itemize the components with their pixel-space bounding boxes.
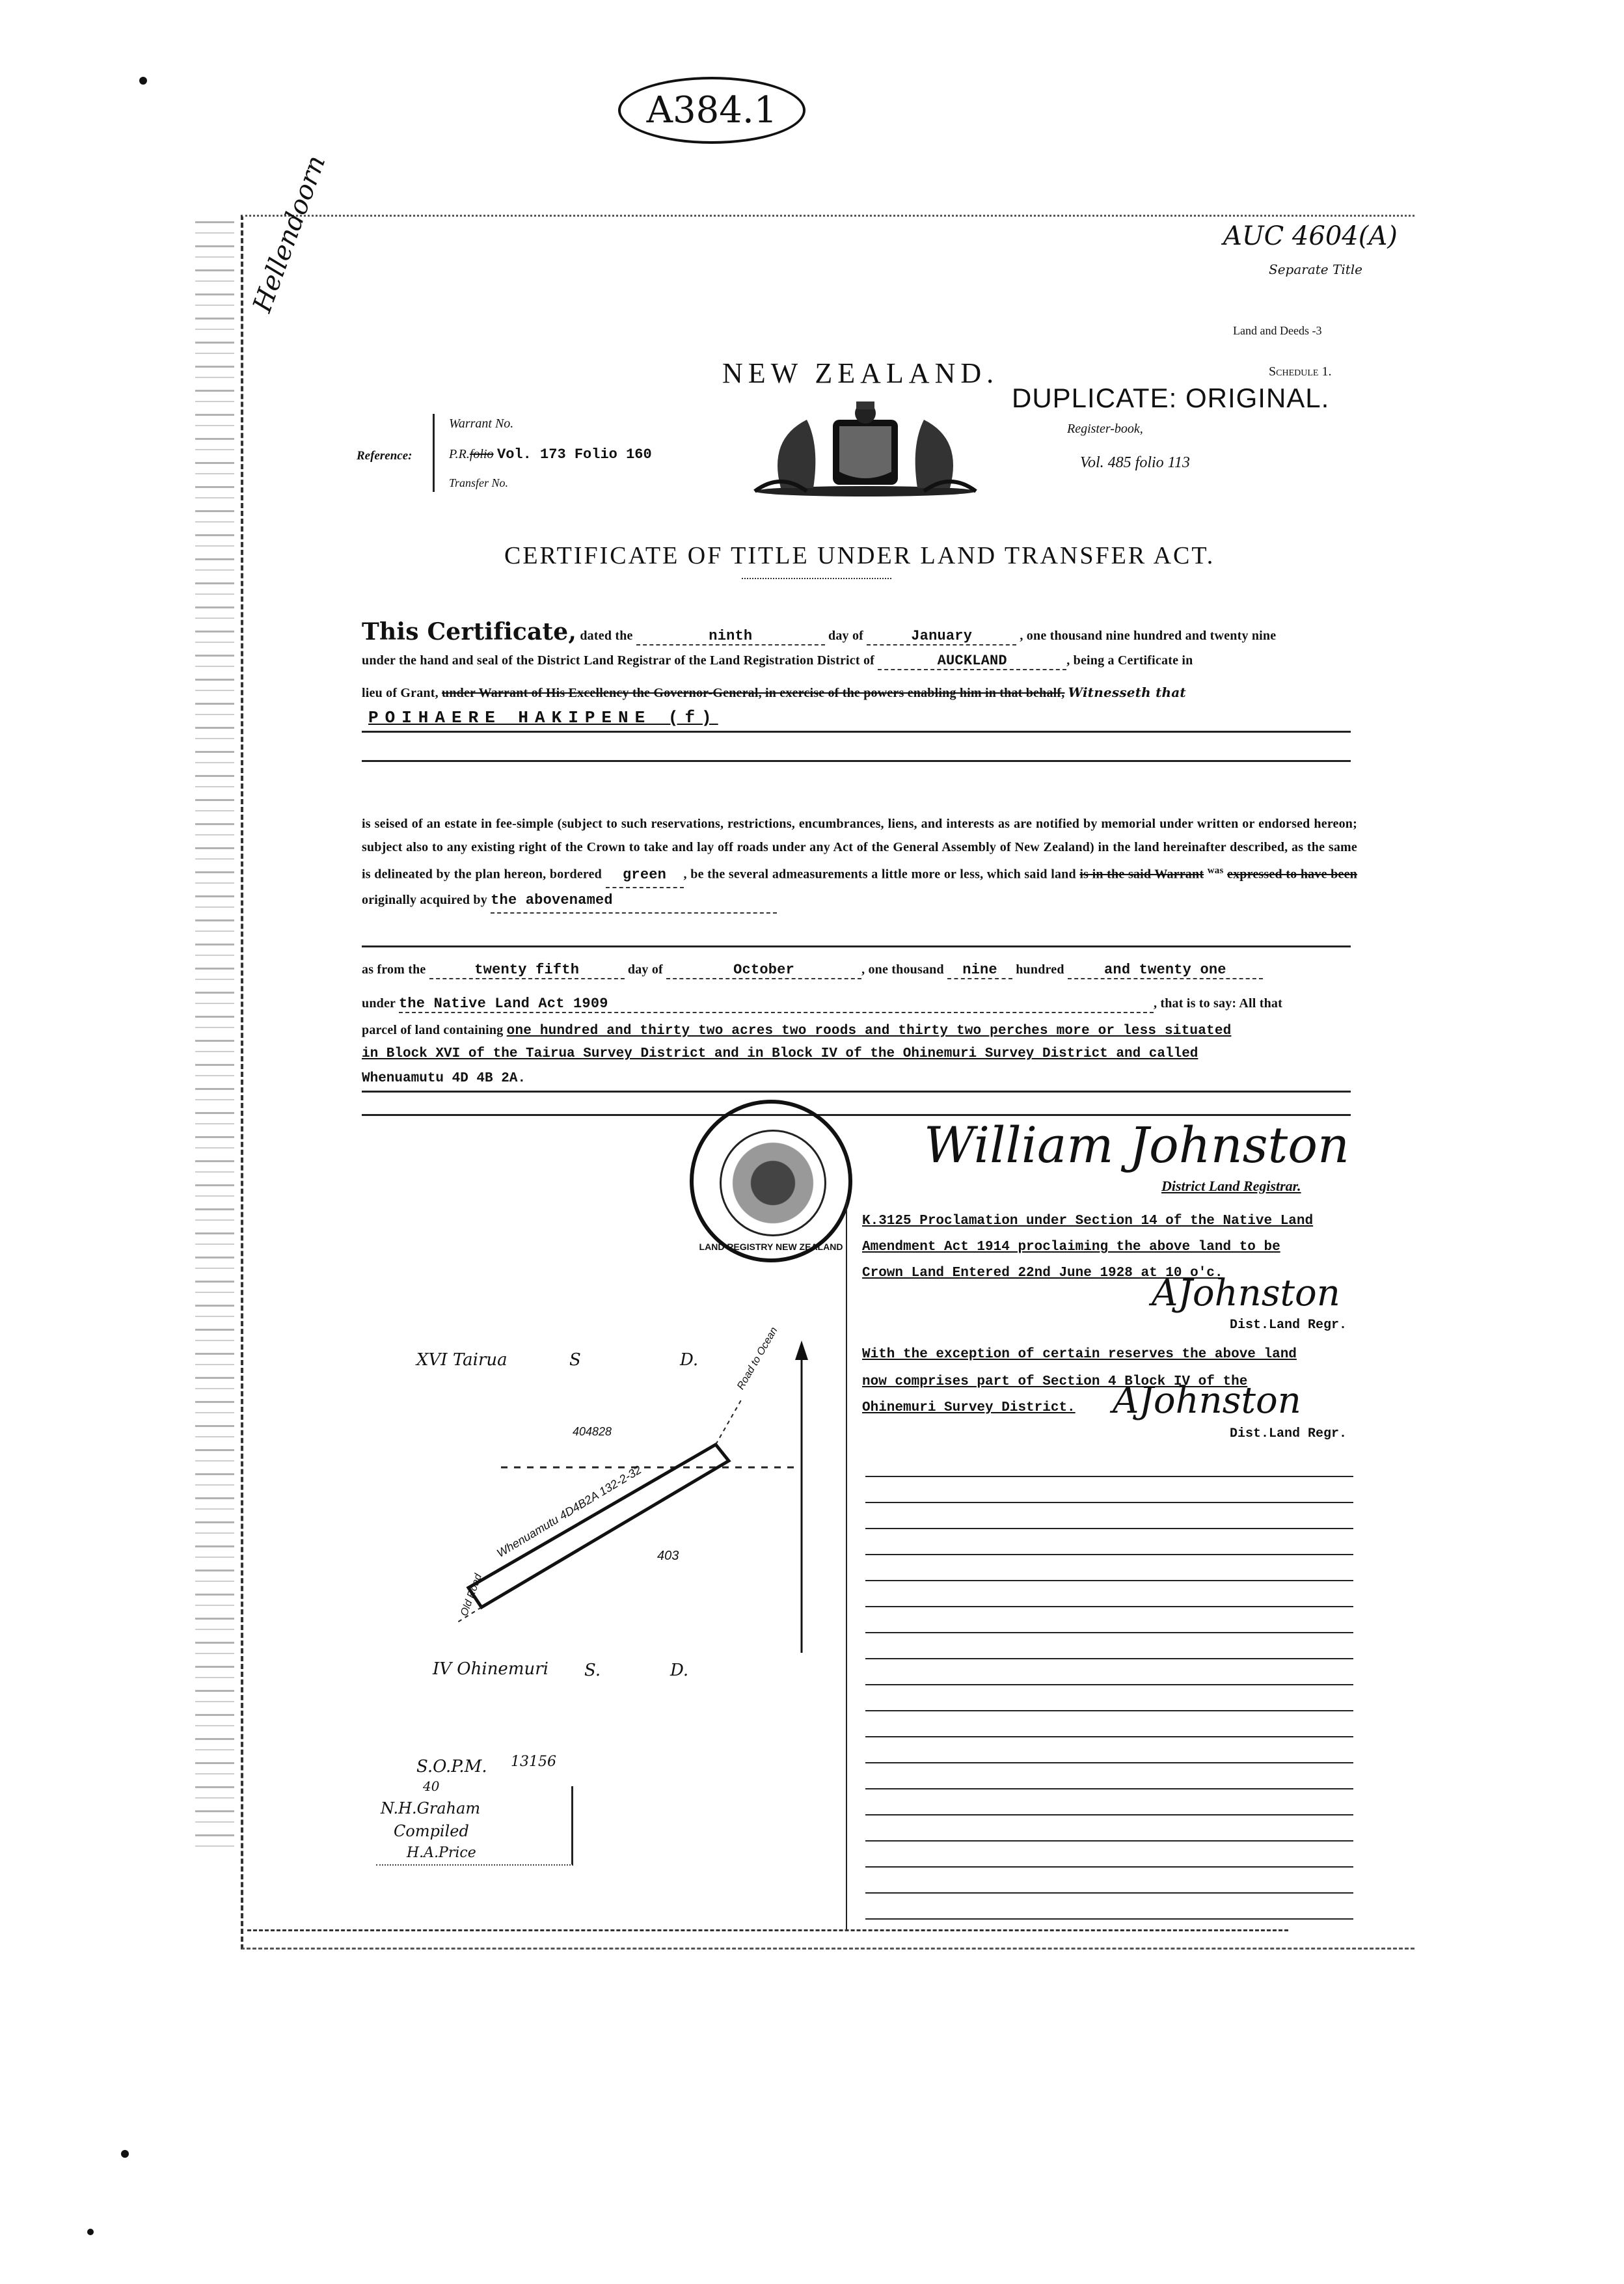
registrar-signature: William Johnston — [924, 1116, 1349, 1174]
plan-district-bottom: IV Ohinemuri — [433, 1659, 548, 1679]
compiled-name-1: N.H.Graham — [381, 1799, 481, 1817]
cert-line-3: lieu of Grant, under Warrant of His Excellency the Governor-General, in exercise of the powers enabling him in that behalf, Witnesseth that — [362, 685, 1186, 700]
owner-line-2 — [362, 760, 1351, 762]
scan-speck — [139, 77, 147, 85]
seal-text: LAND REGISTRY NEW ZEALAND — [699, 1242, 843, 1252]
schedule-label: Schedule 1. — [1269, 364, 1332, 379]
register-volume: Vol. 485 folio 113 — [1080, 454, 1190, 471]
plan-district-top: XVI Tairua — [416, 1350, 508, 1370]
memorial-1-signature: AJohnston — [1152, 1272, 1340, 1314]
plan-s-top: S — [569, 1350, 581, 1370]
compiled-ref-2: 13156 — [511, 1754, 556, 1770]
archive-reference: A384.1 — [618, 77, 805, 144]
memorial-2-line-1: With the exception of certain reserves the above land — [862, 1347, 1297, 1362]
memorial-2-line-2: now comprises part of Section 4 Block IV of the — [862, 1374, 1248, 1389]
auc-reference: AUC 4604(A) — [1223, 221, 1398, 251]
compiled-ref-1: S.O.P.M. — [416, 1757, 487, 1776]
as-from-line: as from the twenty fifth day of October , one thousand nine hundred and twenty one — [362, 962, 1263, 979]
called-rule — [362, 1091, 1351, 1093]
scan-edge-noise — [195, 221, 234, 1848]
country-heading: NEW ZEALAND. — [722, 357, 999, 389]
acquired-line — [362, 945, 1351, 947]
memorial-divider — [846, 1201, 847, 1929]
auc-subnote: Separate Title — [1269, 262, 1362, 277]
form-reference: Land and Deeds -3 — [1233, 324, 1322, 337]
plan-road-label: Road to Ocean — [735, 1325, 780, 1392]
scan-speck — [87, 2229, 94, 2235]
scan-speck — [121, 2150, 129, 2158]
registry-seal — [690, 1100, 852, 1262]
cert-line-2: under the hand and seal of the District Land Registrar of the Land Registration District of AUCKLAND , being a Certificate in — [362, 653, 1193, 669]
compiled-ref-3: 40 — [423, 1778, 440, 1794]
warrant-label: Warrant No. — [449, 416, 514, 431]
survey-plan — [390, 1327, 846, 1666]
cert-line-1: This Certificate, dated the ninth day of January , one thousand nine hundred and twenty nine — [362, 618, 1277, 646]
memorial-2-line-3: Ohinemuri Survey District. — [862, 1400, 1076, 1415]
owner-name: POIHAERE HAKIPENE (f) — [368, 708, 718, 727]
called-line: Whenuamutu 4D 4B 2A. — [362, 1071, 526, 1086]
certificate-title: CERTIFICATE OF TITLE UNDER LAND TRANSFER ACT. — [504, 542, 1215, 569]
plan-s-bottom: S. — [584, 1661, 601, 1680]
seal-inner — [720, 1130, 826, 1236]
plan-d-top: D. — [680, 1350, 699, 1370]
pr-folio-line: P.R.folio Vol. 173 Folio 160 — [449, 446, 652, 463]
plan-left-label: Old Road — [459, 1572, 485, 1618]
owner-line — [362, 731, 1351, 733]
registrar-title: District Land Registrar. — [1161, 1178, 1301, 1194]
reference-label: Reference: — [357, 449, 413, 463]
memorial-2-regr: Dist.Land Regr. — [1230, 1426, 1347, 1441]
coat-of-arms-icon — [742, 400, 989, 498]
compiled-name-2: H.A.Price — [407, 1845, 476, 1861]
compiled-label: Compiled — [394, 1822, 469, 1840]
duplicate-original: DUPLICATE: ORIGINAL. — [1012, 383, 1330, 413]
register-book-label: Register-book, — [1067, 422, 1143, 436]
plan-strip-label: Whenuamutu 4D4B2A 132-2-32 — [494, 1463, 644, 1560]
memorial-2-signature: AJohnston — [1113, 1380, 1301, 1422]
estate-paragraph: is seised of an estate in fee-simple (subject to such reservations, restrictions, encumbrances, liens, and interests as are notified by memorial under written or endorsed hereon; subject also to any existing right of the Crown to take and lay off roads under any Act of the General Assembly of New Zealand) in the land hereinafter described, as the same is delineated by the plan hereon, bordered green , be the several admeasurements a little more or less, which said land is in the said Warrant $^{was}$ expressed to have been originally acquired by the abovenamed — [362, 812, 1357, 914]
reference-brace — [433, 414, 441, 492]
plan-parcel-above: 404828 — [573, 1425, 612, 1438]
memorial-1-regr: Dist.Land Regr. — [1230, 1318, 1347, 1333]
memorial-1-line-1: K.3125 Proclamation under Section 14 of the Native Land — [862, 1214, 1314, 1229]
under-act-line: under the Native Land Act 1909 , that is to say: All that — [362, 996, 1282, 1012]
plan-d-bottom: D. — [670, 1661, 689, 1680]
transfer-label: Transfer No. — [449, 476, 509, 489]
plan-parcel-below: 403 — [657, 1549, 679, 1563]
parcel-line: parcel of land containing one hundred and thirty two acres two roods and thirty two perches more or less situated — [362, 1023, 1232, 1039]
location-line: in Block XVI of the Tairua Survey District and in Block IV of the Ohinemuri Survey District and called — [362, 1046, 1198, 1061]
title-rule — [742, 578, 891, 579]
memorial-ruled-lines — [865, 1451, 1353, 1920]
bottom-scan-edge — [247, 1929, 1288, 1931]
compiled-box — [376, 1786, 573, 1866]
margin-note: Hellendoorn — [247, 151, 332, 316]
memorial-1-line-2: Amendment Act 1914 proclaiming the above land to be — [862, 1240, 1280, 1255]
memorial-1-line-3: Crown Land Entered 22nd June 1928 at 10 o'c. — [862, 1266, 1223, 1281]
